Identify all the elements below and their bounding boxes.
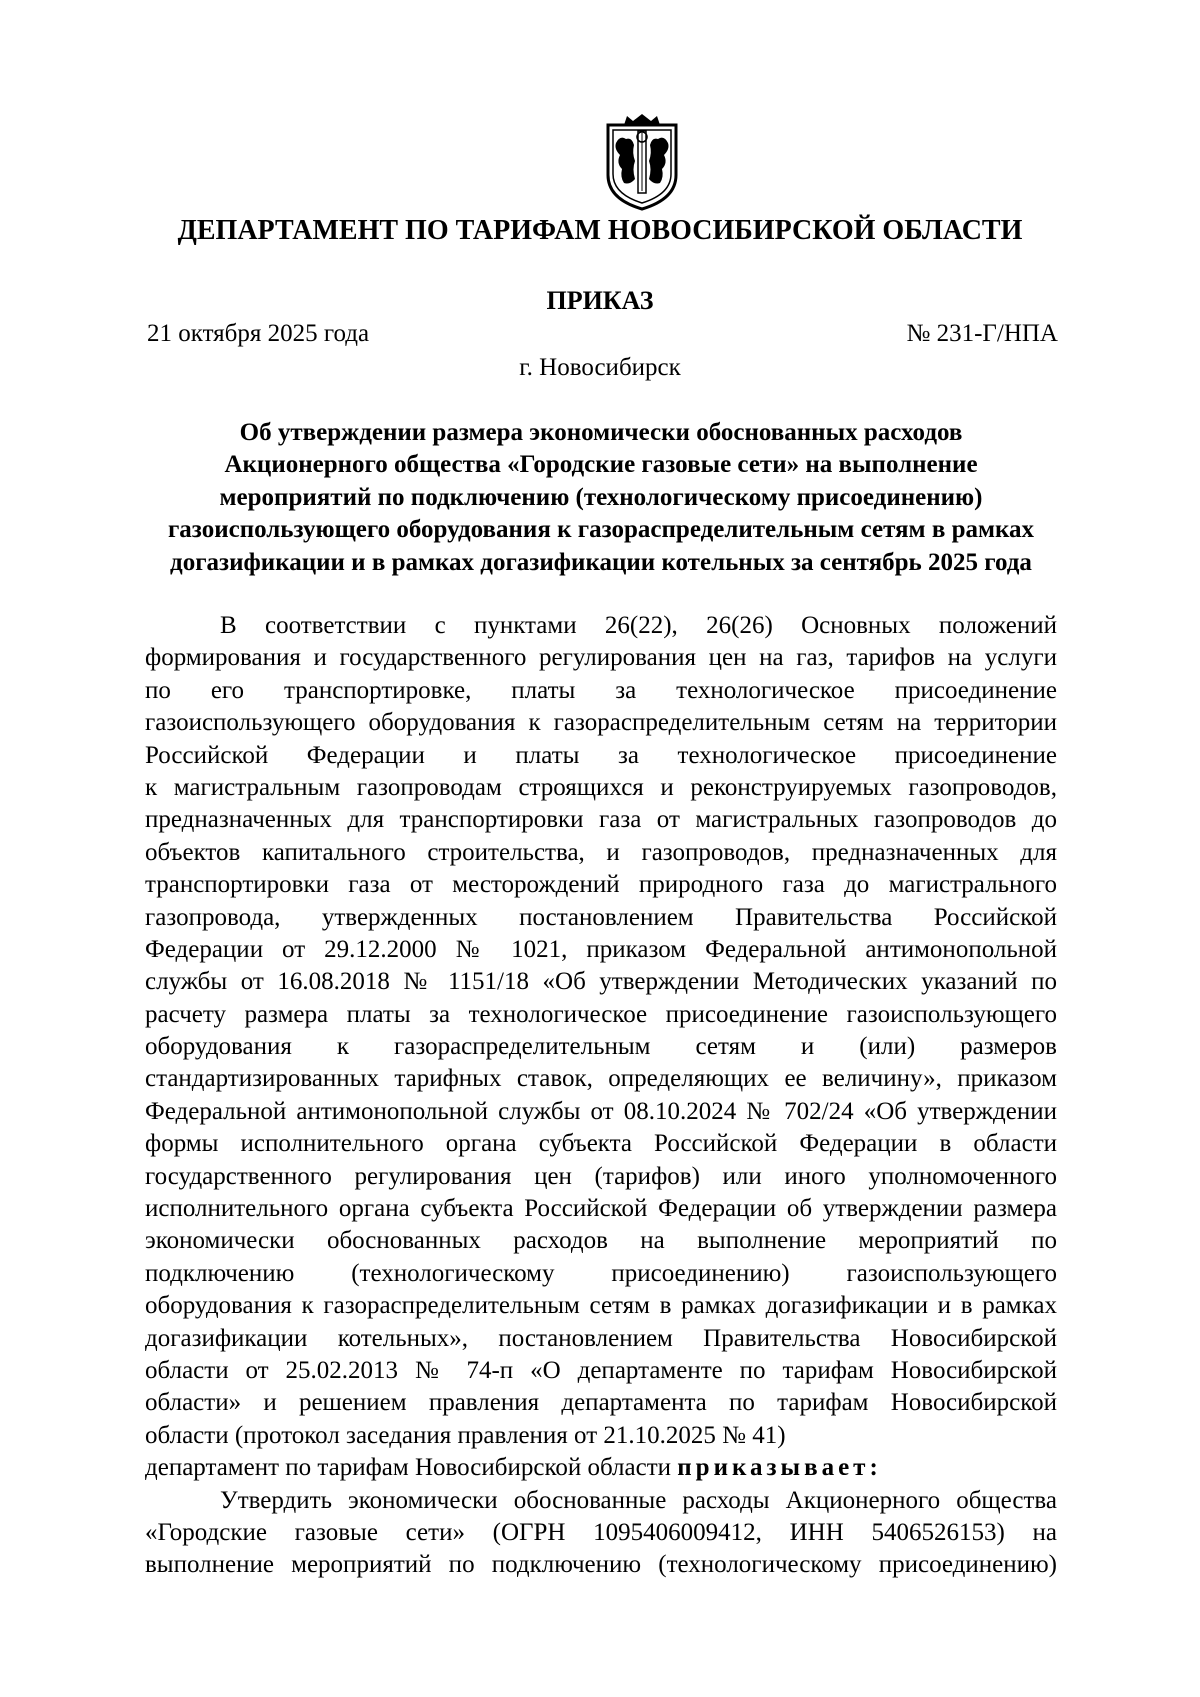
- body-line: формирования и государственного регулирования цен на газ, тарифов на услуги: [145, 644, 1057, 672]
- resolution-line: выполнение мероприятий по подключению (технологическому присоединению): [145, 1551, 1057, 1579]
- body-line: экономически обоснованных расходов на выполнение мероприятий по: [145, 1227, 1057, 1255]
- coat-of-arms-icon: [602, 113, 682, 213]
- department-heading: ДЕПАРТАМЕНТ ПО ТАРИФАМ НОВОСИБИРСКОЙ ОБЛАСТИ: [177, 215, 1023, 246]
- body-line: Российской Федерации и платы за технологическое присоединение: [145, 741, 1057, 769]
- body-line: расчету размера платы за технологическое присоединение газоиспользующего: [145, 1000, 1057, 1028]
- document-title: [145, 417, 1057, 579]
- body-line: газоиспользующего оборудования к газораспределительным сетям на территории: [145, 709, 1057, 737]
- body-line: формы исполнительного органа субъекта Российской Федерации в области: [145, 1130, 1057, 1158]
- body-line: области от 25.02.2013 № 74-п «О департаменте по тарифам Новосибирской: [145, 1356, 1057, 1384]
- body-line: предназначенных для транспортировки газа от магистральных газопроводов до: [145, 806, 1057, 834]
- body-line: службы от 16.08.2018 № 1151/18 «Об утверждении Методических указаний по: [145, 968, 1057, 996]
- body-line: подключению (технологическому присоединению) газоиспользующего: [145, 1259, 1057, 1287]
- decree-line: [145, 1452, 1057, 1484]
- body-line: догазификации котельных», постановлением Правительства Новосибирской: [145, 1324, 1057, 1352]
- title-line: догазификации и в рамках догазификации котельных за сентябрь 2025 года: [170, 548, 1032, 576]
- document-body: [145, 610, 1057, 1582]
- body-line: Федерации от 29.12.2000 № 1021, приказом Федеральной антимонопольной: [145, 935, 1057, 963]
- resolution-line: «Городские газовые сети» (ОГРН 1095406009412, ИНН 5406526153) на: [145, 1518, 1057, 1546]
- body-line: оборудования к газораспределительным сетям и (или) размеров: [145, 1033, 1057, 1061]
- body-line: области» и решением правления департамента по тарифам Новосибирской: [145, 1389, 1057, 1417]
- body-line: газопровода, утвержденных постановлением Правительства Российской: [145, 903, 1057, 931]
- document-number: № 231-Г/НПА: [906, 320, 1058, 347]
- body-line: транспортировки газа от месторождений природного газа до магистрального: [145, 871, 1057, 899]
- body-line: к магистральным газопроводам строящихся и реконструируемых газопроводов,: [145, 773, 1057, 801]
- resolution-line: Утвердить экономически обоснованные расходы Акционерного общества: [220, 1486, 1057, 1514]
- body-line: по его транспортировке, платы за технологическое присоединение: [145, 676, 1057, 704]
- title-line: мероприятий по подключению (технологическому присоединению): [219, 483, 983, 511]
- decree-emphasis: приказывает:: [677, 1454, 882, 1482]
- body-line: объектов капитального строительства, и газопроводов, предназначенных для: [145, 838, 1057, 866]
- title-line: Акционерного общества «Городские газовые сети» на выполнение: [224, 451, 978, 479]
- body-line: исполнительного органа субъекта Российской Федерации об утверждении размера: [145, 1195, 1057, 1223]
- body-line: области (протокол заседания правления от 21.10.2025 № 41): [145, 1421, 786, 1449]
- body-line: оборудования к газораспределительным сетям в рамках догазификации и в рамках: [145, 1292, 1057, 1320]
- body-line: стандартизированных тарифных ставок, определяющих ее величину», приказом: [145, 1065, 1057, 1093]
- document-city: г. Новосибирск: [519, 354, 681, 381]
- title-line: Об утверждении размера экономически обоснованных расходов: [239, 419, 963, 446]
- document-type: ПРИКАЗ: [546, 286, 654, 315]
- body-line: государственного регулирования цен (тарифов) или иного уполномоченного: [145, 1162, 1057, 1190]
- title-line: газоиспользующего оборудования к газораспределительным сетям в рамках: [167, 516, 1035, 544]
- document-date: 21 октября 2025 года: [147, 320, 370, 347]
- decree-text: департамент по тарифам Новосибирской области: [145, 1454, 678, 1482]
- body-line: Федеральной антимонопольной службы от 08.10.2024 № 702/24 «Об утверждении: [145, 1097, 1057, 1125]
- body-line: В соответствии с пунктами 26(22), 26(26) Основных положений: [220, 612, 1057, 639]
